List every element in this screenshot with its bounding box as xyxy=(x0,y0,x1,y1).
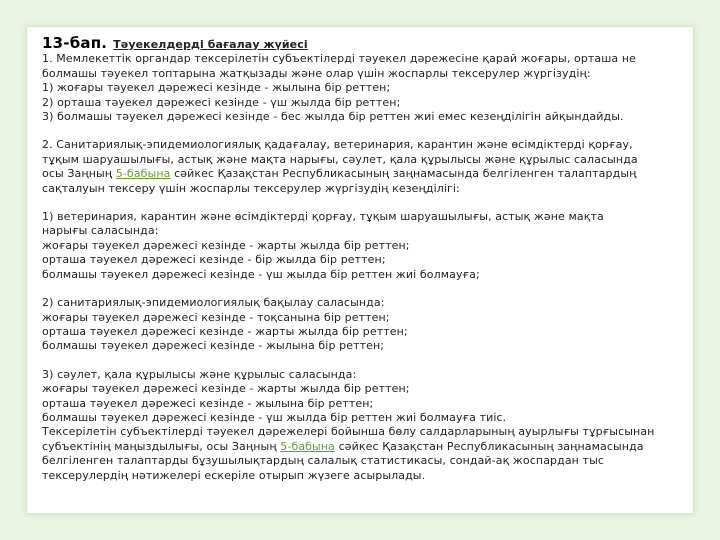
document-content xyxy=(42,36,679,483)
sub3-medium: орташа тәуекел дәрежесі кезінде - жылына бір реттен; xyxy=(42,396,374,410)
sub1-line: 1) ветеринария, карантин және өсімдіктерді қорғау, тұқым шаруашылығы, астық және мақта xyxy=(42,210,604,224)
closing-line: белгіленген талаптарды бұзушылықтардың салалық статистикасы, сондай-ақ жоспардан тыс xyxy=(42,454,604,468)
text-fragment: сәйкес Қазақстан Республикасының заңнамасында xyxy=(334,439,644,453)
section2-line: 2. Санитариялық-эпидемиологиялық қадағалау, ветеринария, карантин және өсімдіктерді қорғау, xyxy=(42,138,633,152)
closing-line: тексерулердің нәтижелері ескеріле отырып жүзеге асырылады. xyxy=(42,468,426,482)
sub1-medium: орташа тәуекел дәрежесі кезінде - бір жылда бір реттен; xyxy=(42,253,386,267)
spacer xyxy=(42,124,679,138)
sub3-low: болмашы тәуекел дәрежесі кезінде - үш жылда бір реттен жиі болмауға тиіс. xyxy=(42,410,507,424)
section1-line: 1. Мемлекеттік органдар тексерілетін субъектілерді тәуекел дәрежесіне қарай жоғары, орташа не xyxy=(42,52,637,66)
sub2-low: болмашы тәуекел дәрежесі кезінде - жылына бір реттен; xyxy=(42,339,385,353)
spacer xyxy=(42,282,679,296)
section2-line: сақталуын тексеру үшін жоспарлы тексерулер жүргізудің кезеңділігі: xyxy=(42,181,460,195)
article-5-link[interactable]: 5-бабына xyxy=(280,439,335,453)
sub2-line: 2) санитариялық-эпидемиологиялық бақылау саласында: xyxy=(42,296,385,310)
sub2-high: жоғары тәуекел дәрежесі кезінде - тоқсанына бір реттен; xyxy=(42,310,390,324)
closing-line: Тексерілетін субъектілерді тәуекел дәрежелері бойынша бөлу салдарларының ауырлығы тұрғысынан xyxy=(42,425,655,439)
section1-item: 2) орташа тәуекел дәрежесі кезінде - үш жылда бір реттен; xyxy=(42,95,401,109)
chapter-number: 13-бап. xyxy=(42,34,108,52)
sub3-line: 3) сәулет, қала құрылысы және құрылыс саласында: xyxy=(42,367,357,381)
article-5-link[interactable]: 5-бабына xyxy=(115,167,171,181)
chapter-title: Тәуекелдерді бағалау жүйесі xyxy=(113,38,308,51)
closing-line xyxy=(42,440,679,454)
text-fragment: сәйкес Қазақстан Республикасының заңнамасында белгіленген талаптардың xyxy=(170,167,637,181)
sub1-line: нарығы саласында: xyxy=(42,224,159,238)
text-fragment: осы Заңның xyxy=(42,167,116,181)
sub1-high: жоғары тәуекел дәрежесі кезінде - жарты жылда бір реттен; xyxy=(42,238,410,252)
sub1-low: болмашы тәуекел дәрежесі кезінде - үш жылда бір реттен жиі болмауға; xyxy=(42,267,480,281)
section1-item: 3) болмашы тәуекел дәрежесі кезінде - бес жылда бір реттен жиі емес кезеңділігін айқындайды. xyxy=(42,110,624,124)
text-fragment: субъектінің маңыздылығы, осы Заңның xyxy=(42,439,281,453)
section2-line xyxy=(42,167,679,181)
sub2-medium: орташа тәуекел дәрежесі кезінде - жарты жылда бір реттен; xyxy=(42,324,408,338)
spacer xyxy=(42,354,679,368)
section1-line: болмашы тәуекел топтарына жатқызады және олар үшін жоспарлы тексерулер жүргізудің: xyxy=(42,66,591,80)
chapter-heading xyxy=(42,36,679,52)
section1-item: 1) жоғары тәуекел дәрежесі кезінде - жылына бір реттен; xyxy=(42,81,391,95)
spacer xyxy=(42,196,679,210)
document-card xyxy=(27,27,693,513)
section2-line: тұқым шаруашылығы, астық және мақта нарығы, сәулет, қала құрылысы және құрылыс саласында xyxy=(42,152,638,166)
sub3-high: жоғары тәуекел дәрежесі кезінде - жарты жылда бір реттен; xyxy=(42,382,410,396)
